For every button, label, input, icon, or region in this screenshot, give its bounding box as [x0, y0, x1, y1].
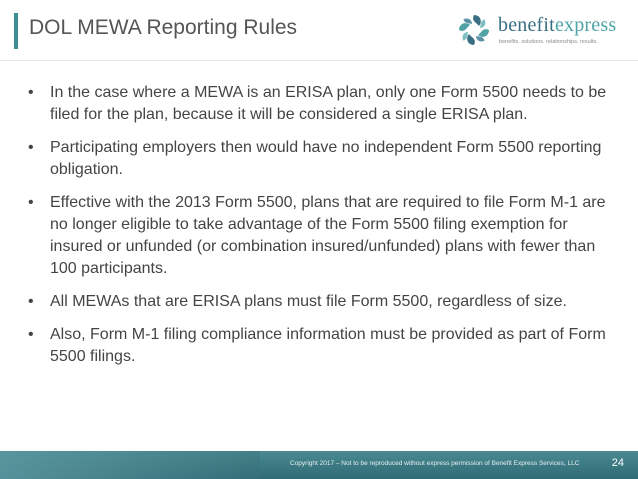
bullet-item: [28, 82, 608, 126]
bullet-item: [28, 291, 608, 313]
bullet-item: [28, 324, 608, 368]
title-accent-bar: [14, 13, 18, 49]
footer-bar: [0, 451, 638, 479]
logo-wordmark: [498, 14, 616, 37]
bullet-text: Participating employers then would have no independent Form 5500 reporting obligation.: [50, 139, 602, 178]
bullet-marker: •: [28, 293, 34, 310]
logo-word-benefit: benefit: [498, 14, 555, 36]
bullet-text: All MEWAs that are ERISA plans must file Form 5500, regardless of size.: [50, 293, 567, 310]
bullet-text: In the case where a MEWA is an ERISA plan, only one Form 5500 needs to be filed for the plan, because it will be considered a single ERISA plan.: [50, 84, 607, 123]
benefit-express-logo: [456, 12, 626, 52]
bullet-marker: •: [28, 194, 34, 211]
footer-copyright: Copyright 2017 – Not to be reproduced without express permission of Benefit Express Services, LLC: [290, 460, 580, 467]
bullet-marker: •: [28, 139, 34, 156]
logo-mark-icon: [456, 12, 492, 48]
bullet-list: [28, 82, 608, 368]
page-number: 24: [611, 457, 624, 469]
header-divider: [0, 60, 638, 61]
logo-word-express: express: [554, 14, 617, 36]
bullet-item: [28, 192, 608, 280]
bullet-text: Effective with the 2013 Form 5500, plans that are required to file Form M-1 are no longer eligible to take advantage of the Form 5500 filing exemption for insured or unfunded (or combination insured/unfunded) plans with fewer than 100 participants.: [50, 194, 606, 277]
bullet-item: [28, 137, 608, 181]
footer-texture: [0, 451, 260, 479]
bullet-text: Also, Form M-1 filing compliance information must be provided as part of Form 5500 filings.: [50, 326, 606, 365]
bullet-marker: •: [28, 326, 34, 343]
bullet-marker: •: [28, 84, 34, 101]
logo-tagline: benefits. solutions. relationships. results.: [499, 39, 598, 45]
slide-title: DOL MEWA Reporting Rules: [29, 16, 298, 39]
